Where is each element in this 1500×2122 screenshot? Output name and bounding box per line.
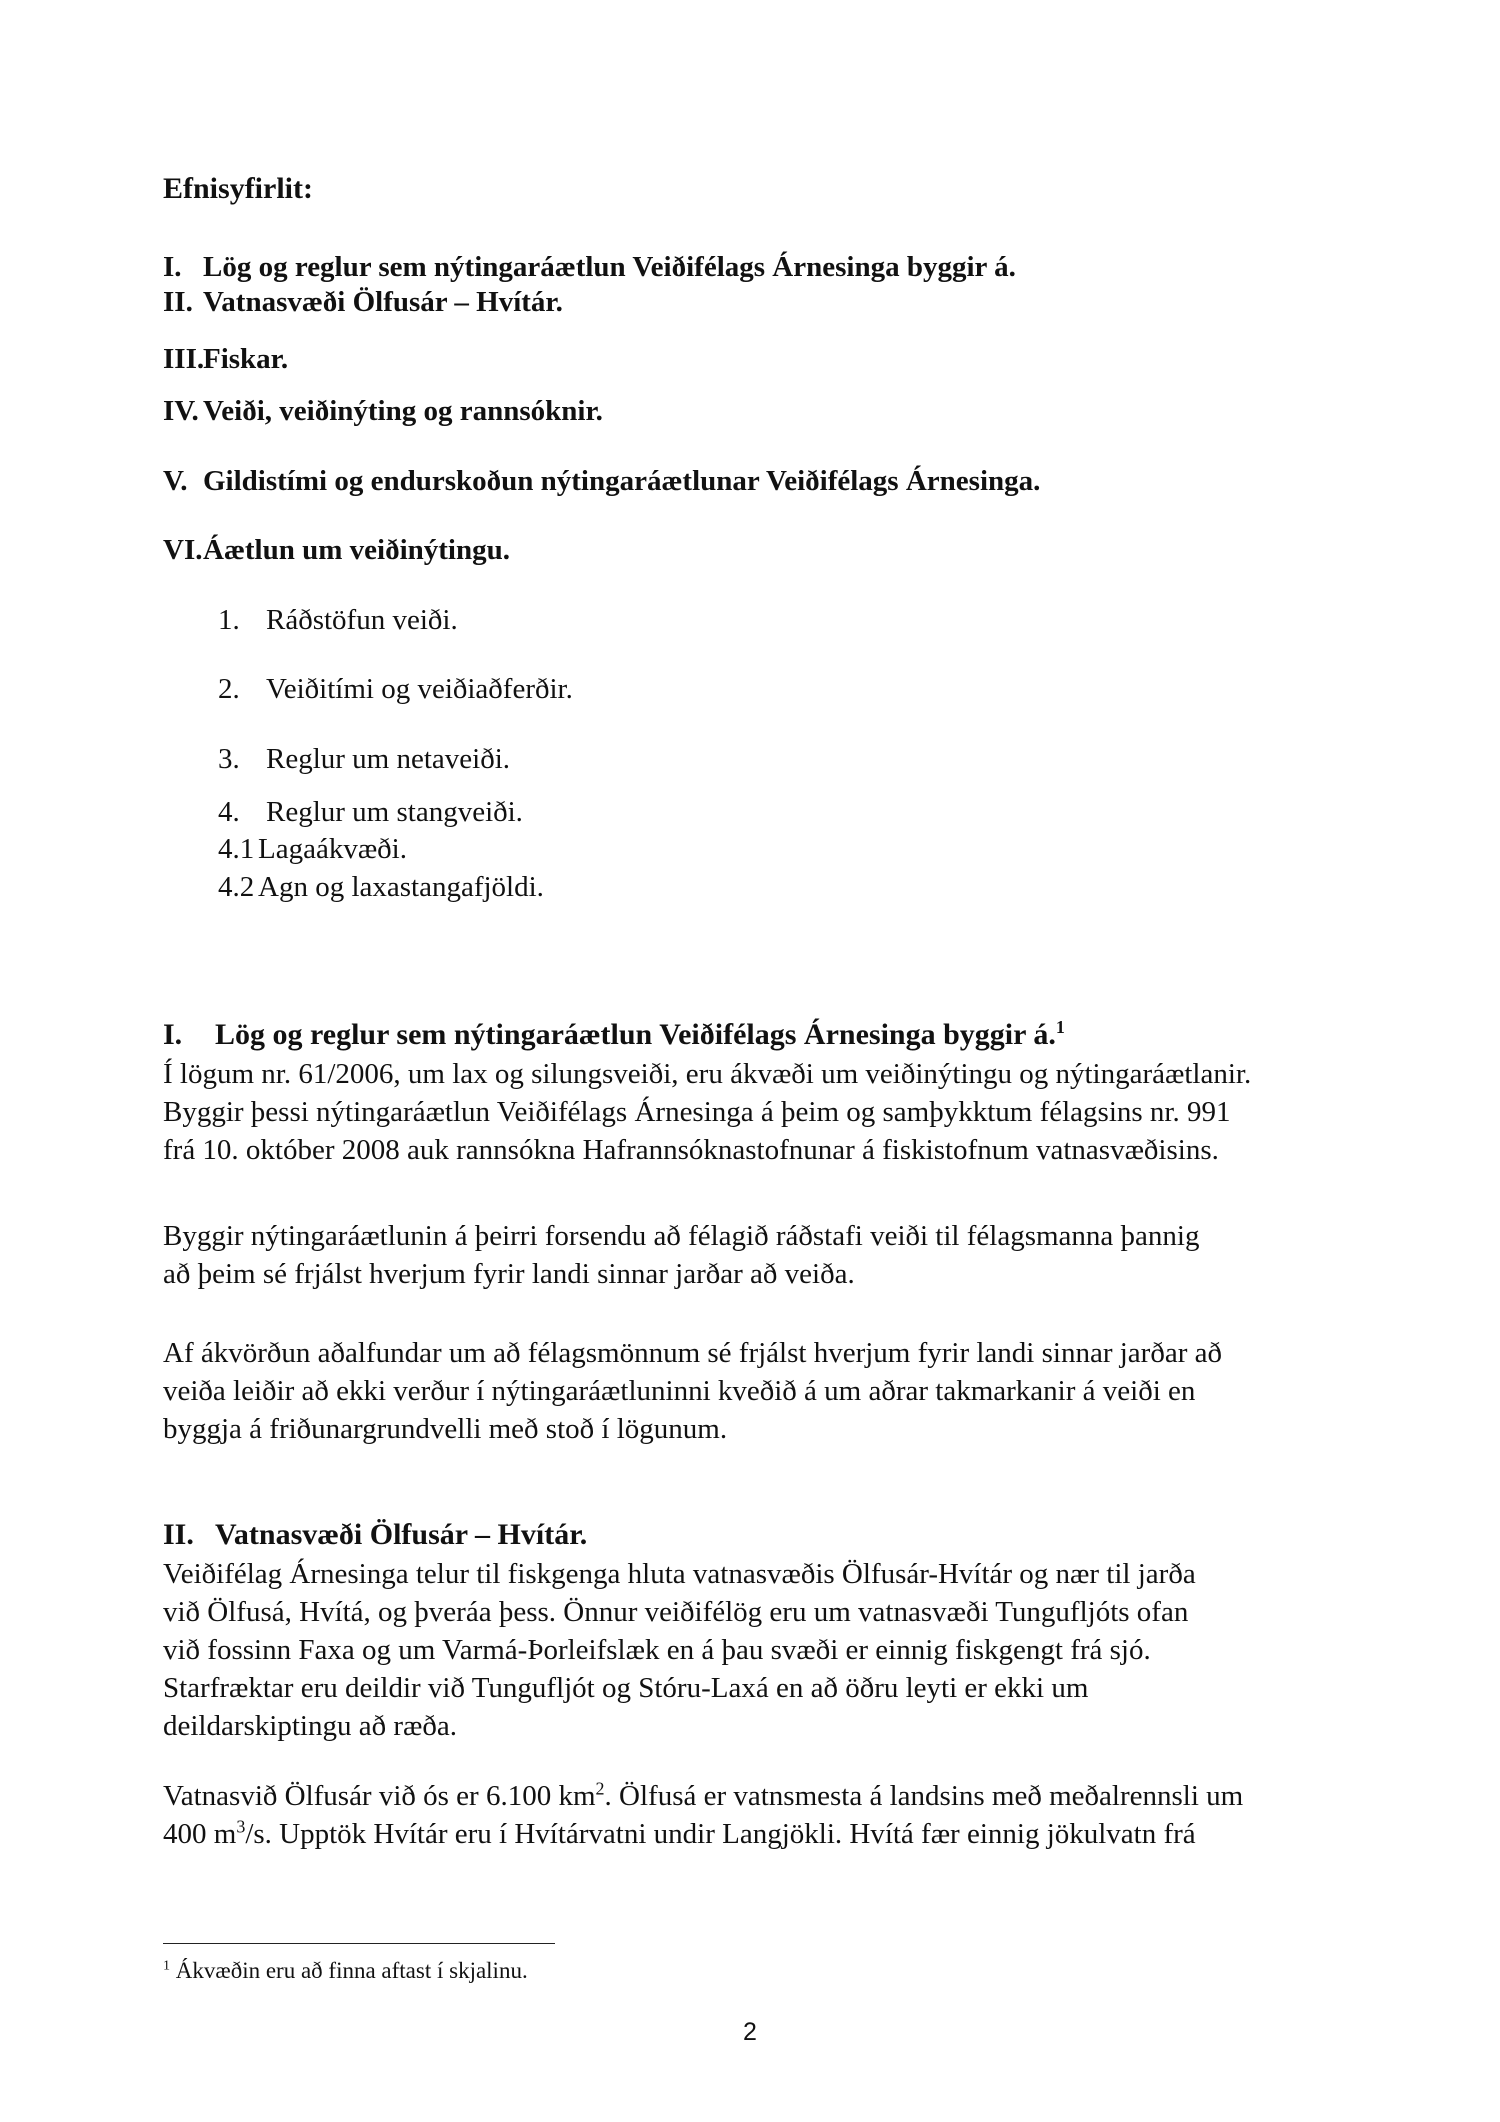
toc-item: IV. Veiði, veiðinýting og rannsóknir.	[163, 395, 603, 427]
toc-item: II. Vatnasvæði Ölfusár – Hvítár.	[163, 286, 563, 318]
toc-item: 2. Veiðitími og veiðiaðferðir.	[218, 673, 573, 705]
paragraph: Af ákvörðun aðalfundar um að félagsmönnum sé frjálst hverjum fyrir landi sinnar jarðar að veiða leiðir að ekki verður í nýtingaráætluninni kveðið á um aðrar takmarkanir á veiði en byggja á friðunargrundvelli með stoð í lögunum.	[163, 1337, 1222, 1445]
toc-item: VI.Áætlun um veiðinýtingu.	[163, 534, 510, 566]
toc-item: III.Fiskar.	[163, 343, 289, 375]
footnote: $^1$ Ákvæðin eru að finna aftast í skjalinu.	[163, 1958, 528, 1983]
paragraph: Veiðifélag Árnesinga telur til fiskgenga hluta vatnasvæðis Ölfusár-Hvítár og nær til jarða við Ölfusá, Hvítá, og þveráa þess. Önnur veiðifélög eru um vatnasvæði Tungufljóts ofan við fossinn Faxa og um Varmá-Þorleifslæk en á þau svæði er einnig fiskgengt frá sjó. Starfræktar eru deildir við Tungufljót og Stóru-Laxá en að öðru leyti er ekki um deildarskiptingu að ræða.	[163, 1558, 1196, 1742]
paragraph: Byggir nýtingaráætlunin á þeirri forsendu að félagið ráðstafi veiði til félagsmanna þannig að þeim sé frjálst hverjum fyrir landi sinnar jarðar að veiða.	[163, 1220, 1200, 1290]
paragraph: Vatnasvið Ölfusár við ós er 6.100 $km^2$. Ölfusá er vatnsmesta á landsins með meðalrennsli um 400 $m^3/s$. Upptök Hvítár eru í Hvítárvatni undir Langjökli. Hvítá fær einnig jökulvatn frá	[163, 1778, 1244, 1850]
toc-item: 3. Reglur um netaveiði.	[218, 743, 511, 775]
page-number: 2	[743, 2018, 757, 2046]
toc-item: 4. Reglur um stangveiði.	[218, 796, 523, 828]
toc-title: Efnisyfirlit:	[163, 172, 313, 205]
paragraph: Í lögum nr. 61/2006, um lax og silungsveiði, eru ákvæði um veiðinýtingu og nýtingaráætlanir. Byggir þessi nýtingaráætlun Veiðifélags Árnesinga á þeim og samþykktum félagsins nr. 991 frá 10. október 2008 auk rannsókna Hafrannsóknastofnunar á fiskistofnum vatnasvæðisins.	[163, 1058, 1252, 1166]
footnote-divider	[163, 1943, 555, 1944]
section-heading: II. Vatnasvæði Ölfusár – Hvítár.	[163, 1518, 588, 1551]
toc-item: V. Gildistími og endurskoðun nýtingaráætlunar Veiðifélags Árnesinga.	[163, 465, 1041, 497]
toc-item: 1. Ráðstöfun veiði.	[218, 604, 458, 636]
toc-item: 4.2 Agn og laxastangafjöldi.	[218, 871, 544, 903]
section-heading: I. Lög og reglur sem nýtingaráætlun Veiðifélags Árnesinga byggir á.$^1$	[163, 1017, 1065, 1051]
footnote-ref: 1	[1055, 1017, 1065, 1037]
toc-item: I. Lög og reglur sem nýtingaráætlun Veiðifélags Árnesinga byggir á.	[163, 251, 1016, 283]
toc-item: 4.1 Lagaákvæði.	[218, 833, 407, 865]
